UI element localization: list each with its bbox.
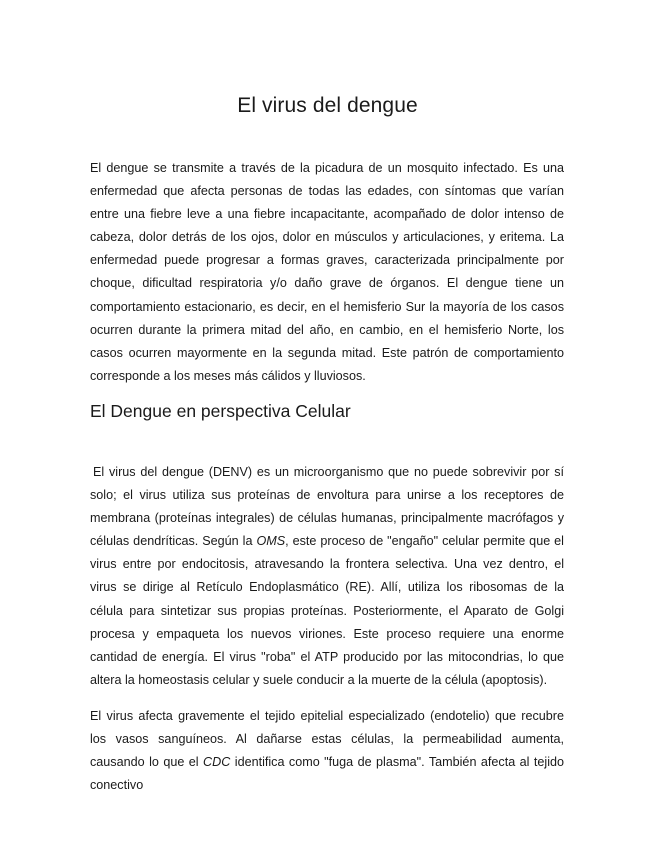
paragraph-tissue-text-1: El virus afecta gravemente el tejido epitelial especializado (endotelio) que recubre los vasos sanguíneos. Al dañarse estas células, la permeabilidad aumenta, causando lo que el bbox=[90, 709, 564, 770]
paragraph-cellular-text-2: , este proceso de "engaño" celular permite que el virus entre por endocitosis, atravesando la frontera selectiva. Una vez dentro, el virus se dirige al Retículo Endoplasmático (RE). Allí, utiliza los ribosomas de la célula para sintetizar sus propias proteínas. Posteriormente, el Aparato de Golgi procesa y empaqueta los nuevos viriones. Este proceso requiere una enorme cantidad de energía. El virus "roba" el ATP producido por las mitocondrias, lo que altera la homeostasis celular y suele conducir a la muerte de la célula (apoptosis). bbox=[90, 534, 564, 687]
cdc-reference: CDC bbox=[203, 755, 231, 770]
oms-reference: OMS bbox=[256, 534, 286, 549]
document-title: El virus del dengue bbox=[237, 94, 418, 117]
paragraph-tissue bbox=[90, 705, 564, 797]
section-heading: El Dengue en perspectiva Celular bbox=[90, 401, 351, 421]
paragraph-intro: El dengue se transmite a través de la picadura de un mosquito infectado. Es una enfermedad que afecta personas de todas las edades, con síntomas que varían entre una fiebre leve a una fiebre incapacitante, acompañado de dolor intenso de cabeza, dolor detrás de los ojos, dolor en músculos y articulaciones, y eritema. La enfermedad puede progresar a formas graves, caracterizada principalmente por choque, dificultad respiratoria y/o daño grave de órganos. El dengue tiene un comportamiento estacionario, es decir, en el hemisferio Sur la mayoría de los casos ocurren durante la primera mitad del año, en cambio, en el hemisferio Norte, los casos ocurren mayormente en la segunda mitad. Este patrón de comportamiento corresponde a los meses más cálidos y lluviosos. bbox=[90, 161, 564, 383]
paragraph-tissue-text-2: identifica como "fuga de plasma". También afecta al tejido conectivo bbox=[90, 755, 564, 793]
paragraph-cellular bbox=[90, 461, 564, 692]
paragraph-cellular-text-1: El virus del dengue (DENV) es un microorganismo que no puede sobrevivir por sí solo; el virus utiliza sus proteínas de envoltura para unirse a los receptores de membrana (proteínas integrales) de células humanas, principalmente macrófagos y células dendríticas. Según la bbox=[90, 465, 564, 549]
